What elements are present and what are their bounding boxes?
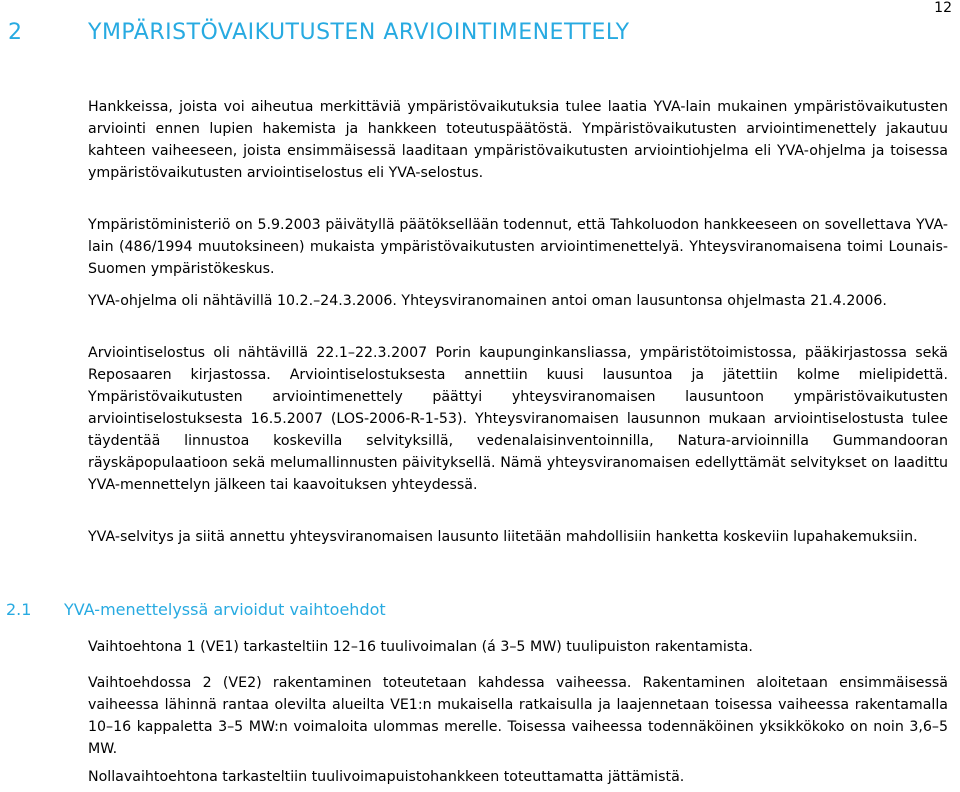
paragraph-alternative-ve2: [88, 672, 948, 760]
chapter-heading: [8, 16, 630, 50]
page-number: 12: [934, 0, 952, 16]
paragraph-permit-applications: [88, 526, 948, 548]
paragraph-assessment-report: [88, 342, 948, 496]
section-heading: [6, 598, 386, 622]
section-title: YVA-menettelyssä arvioidut vaihtoehdot: [64, 600, 386, 619]
paragraph-text: Nollavaihtoehtona tarkasteltiin tuulivoimapuistohankkeen toteuttamatta jättämistä.: [88, 769, 685, 785]
paragraph-text: YVA-selvitys ja siitä annettu yhteysviranomaisen lausunto liitetään mahdollisiin hanketta koskeviin lupahakemuksiin.: [88, 529, 918, 545]
paragraph-text: Vaihtoehdossa 2 (VE2) rakentaminen toteutetaan kahdessa vaiheessa. Rakentaminen aloitetaan ensimmäisessä vaiheessa lähinnä rantaa olevilta alueilta VE1:n mukaisella ratkaisulla ja laajennetaan toisessa vaiheessa rakentamalla 10–16 kappaletta 3–5 MW:n voimaloita ulommas merelle. Toisessa vaiheessa todennäköinen yksikkökoko on noin 3,6–5 MW.: [88, 675, 948, 757]
section-number: 2.1: [6, 600, 32, 619]
paragraph-text: Vaihtoehtona 1 (VE1) tarkasteltiin 12–16 tuulivoimalan (á 3–5 MW) tuulipuiston rakentamista.: [88, 639, 753, 655]
paragraph-text: Arviointiselostus oli nähtävillä 22.1–22.3.2007 Porin kaupunginkansliassa, ympäristötoimistossa, pääkirjastossa sekä Reposaaren kirjastossa. Arviointiselostuksesta annettiin kuusi lausuntoa ja jätettiin kolme mielipidettä. Ympäristövaikutusten arviointimenettely päättyi yhteysviranomaisen lausuntoon ympäristövaikutusten arviointiselostuksesta 16.5.2007 (LOS-2006-R-1-53). Yhteysviranomaisen lausunnon mukaan arviointiselostusta tulee täydentää linnustoa koskevilla selvityksillä, vedenalaisinventoinnilla, Natura-arvioinnilla Gummandooran räyskäpopulaatioon sekä melumallinnusten päivityksellä. Nämä yhteysviranomaisen edellyttämät selvitykset on laadittu YVA-mennettelyn jälkeen tai kaavoituksen yhteydessä.: [88, 345, 948, 493]
paragraph-text: Ympäristöministeriö on 5.9.2003 päivätyllä päätöksellään todennut, että Tahkoluodon hankkeeseen on sovellettava YVA-lain (486/1994 muutoksineen) mukaista ympäristövaikutusten arviointimenettelyä. Yhteysviranomaisena toimi Lounais-Suomen ympäristökeskus.: [88, 217, 948, 277]
paragraph-alternative-ve1: [88, 636, 948, 658]
chapter-title: YMPÄRISTÖVAIKUTUSTEN ARVIOINTIMENETTELY: [88, 20, 630, 45]
paragraph-program-display: [88, 290, 948, 312]
chapter-number: 2: [8, 20, 23, 45]
paragraph-text: YVA-ohjelma oli nähtävillä 10.2.–24.3.2006. Yhteysviranomainen antoi oman lausuntonsa ohjelmasta 21.4.2006.: [88, 293, 887, 309]
paragraph-zero-alternative: [88, 766, 948, 788]
paragraph-ministry-decision: [88, 214, 948, 280]
paragraph-text: Hankkeissa, joista voi aiheutua merkittäviä ympäristövaikutuksia tulee laatia YVA-lain mukainen ympäristövaikutusten arviointi ennen lupien hakemista ja hankkeen toteutuspäätöstä. Ympäristövaikutusten arviointimenettely jakautuu kahteen vaiheeseen, joista ensimmäisessä laaditaan ympäristövaikutusten arviointiohjelma eli YVA-ohjelma ja toisessa ympäristövaikutusten arviointiselostus eli YVA-selostus.: [88, 99, 948, 181]
paragraph-intro: [88, 96, 948, 184]
